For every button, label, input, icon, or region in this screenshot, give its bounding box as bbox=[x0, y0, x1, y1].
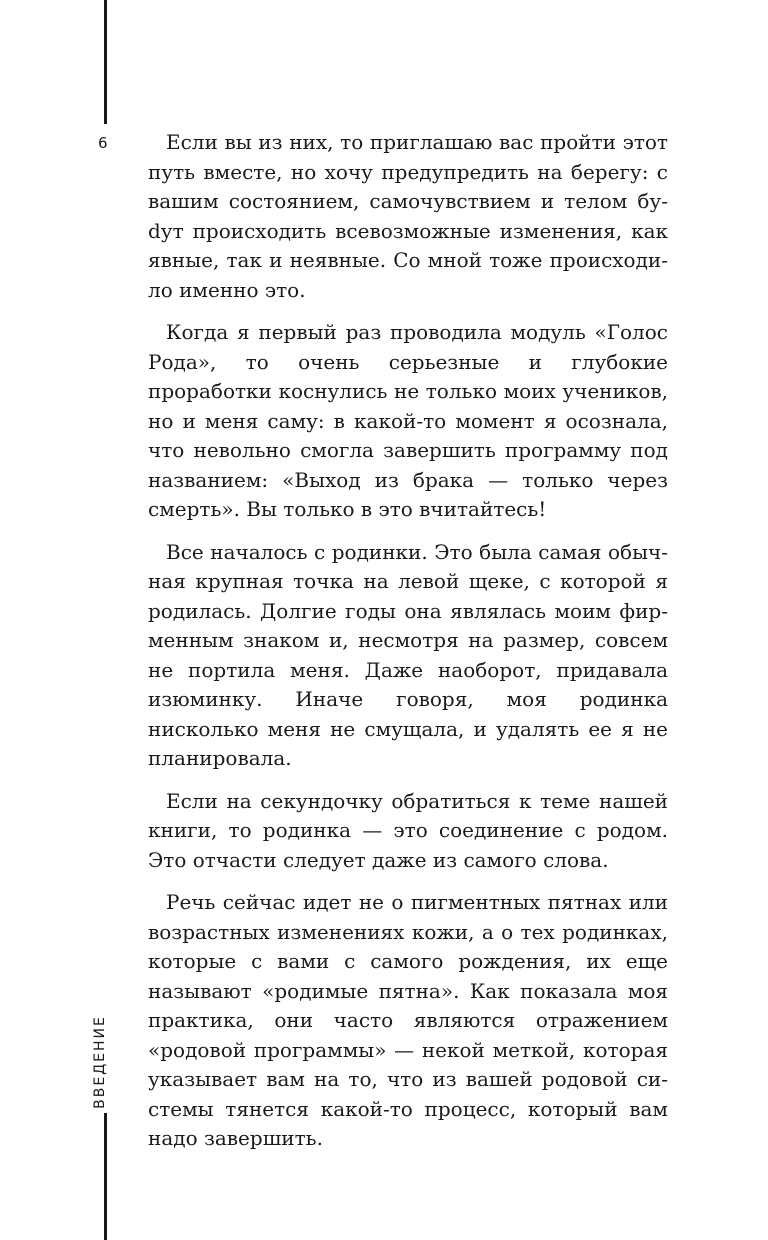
paragraph-1: Если вы из них, то приглашаю вас пройти этот путь вместе, но хочу предупредить на берегу: с вашим состоянием, самочувствием и телом буdут происходить всевозможные изменения, как явные, так и неявные. Со мной тоже происходило именно это. bbox=[148, 130, 668, 302]
section-label: ВВЕДЕНИЕ bbox=[92, 1015, 108, 1109]
margin-rule-bottom bbox=[104, 1113, 107, 1240]
body-text bbox=[148, 128, 668, 1167]
paragraph-2: Когда я первый раз проводила модуль «Голос Рода», то очень серьезные и глубокие проработки коснулись не только моих учеников, но и меня саму: в какой-то момент я осознала, что невольно смогла завершить программу под названием: «Выход из брака — только через смерть». Вы только в это вчитайтесь! bbox=[148, 320, 668, 521]
paragraph-4: Если на секундочку обратиться к теме нашей книги, то родинка — это соединение с родом. Это отчасти следует даже из самого слова. bbox=[148, 788, 668, 872]
margin-rule-top bbox=[104, 0, 107, 124]
paragraph-3: Все началось с родинки. Это была самая обычная крупная точка на левой щеке, с которой я родилась. Долгие годы она являлась моим фирменным знаком и, несмотря на размер, совсем не портила меня. Даже наоборот, придавала изюминку. Иначе говоря, моя родинка нисколько меня не смущала, и удалять ее я не планировала. bbox=[148, 539, 668, 770]
page-number: 6 bbox=[98, 134, 108, 152]
paragraph-5: Речь сейчас идет не о пигментных пятнах или возрастных изменениях кожи, а о тех родинках, которые с вами с самого рождения, их еще называют «родимые пятна». Как показала моя практика, они часто являются отражением «родовой программы» — некой меткой, которая указывает вам на то, что из вашей родовой системы тянется какой-то процесс, который вам надо завершить. bbox=[148, 890, 668, 1150]
